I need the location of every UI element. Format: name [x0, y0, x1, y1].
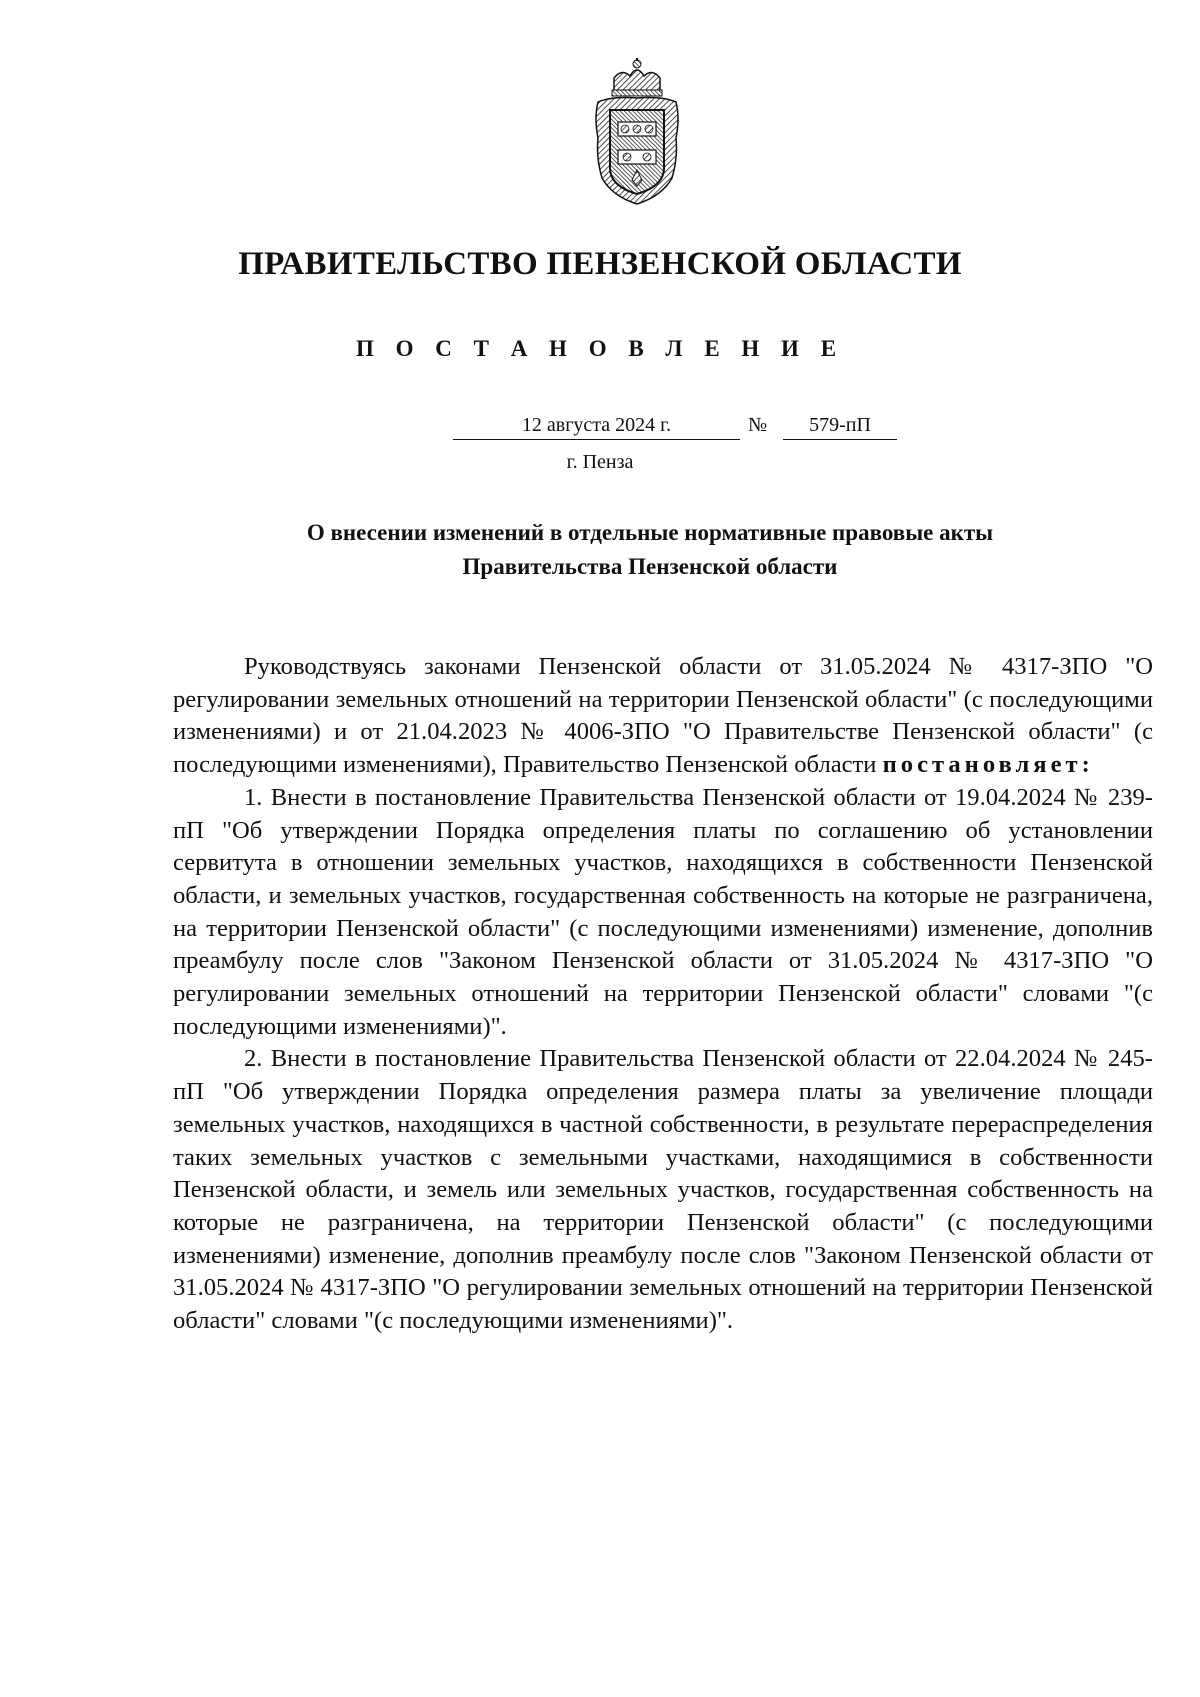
- item-2-paragraph: 2. Внести в постановление Правительства Пензенской области от 22.04.2024 № 245-пП "Об утверждении Порядка определения размера платы за увеличение площади земельных участков, находящихся в частной собственности, в результате перераспределения таких земельных участков с земельными участками, находящимися в собственности Пензенской области, и земель или земельных участков, государственная собственность на которые не разграничена, на территории Пензенской области" (с последующими изменениями) изменение, дополнив преамбулу после слов "Законом Пензенской области от 31.05.2024 № 4317-ЗПО "О регулировании земельных отношений на территории Пензенской области" словами "(с последующими изменениями)".: [173, 1045, 1153, 1335]
- item-1-paragraph: 1. Внести в постановление Правительства Пензенской области от 19.04.2024 № 239-пП "Об утверждении Порядка определения платы по соглашению об установлении сервитута в отношении земельных участков, находящихся в собственности Пензенской области, и земельных участков, государственная собственность на которые не разграничена, на территории Пензенской области" (с последующими изменениями) изменение, дополнив преамбулу после слов "Законом Пензенской области от 31.05.2024 № 4317-ЗПО "О регулировании земельных отношений на территории Пензенской области" словами "(с последующими изменениями)".: [173, 783, 1153, 1040]
- document-city: г. Пенза: [566, 451, 634, 473]
- coat-of-arms-icon: [592, 58, 682, 208]
- date-number-line: [0, 411, 1200, 441]
- org-title: ПРАВИТЕЛЬСТВО ПЕНЗЕНСКОЙ ОБЛАСТИ: [238, 246, 962, 282]
- doc-type-title: П О С Т А Н О В Л Е Н И Е: [355, 336, 845, 361]
- document-subject: [200, 516, 1100, 584]
- preamble-text: Руководствуясь законами Пензенской области от 31.05.2024 № 4317-ЗПО "О регулировании земельных отношений на территории Пензенской области" (с последующими изменениями) и от 21.04.2023 № 4006-ЗПО "О Правительстве Пензенской области" (с последующими изменениями), Правительство Пензенской области: [173, 653, 1153, 779]
- document-body: [173, 651, 1153, 1338]
- subject-line-1: О внесении изменений в отдельные нормативные правовые акты: [306, 520, 994, 545]
- resolves-word: постановляет:: [882, 751, 1094, 779]
- subject-line-2: Правительства Пензенской области: [462, 554, 838, 579]
- document-number: 579-пП: [783, 411, 897, 440]
- preamble-paragraph: [173, 651, 1153, 782]
- number-sign: №: [748, 414, 768, 436]
- document-date: 12 августа 2024 г.: [453, 411, 740, 440]
